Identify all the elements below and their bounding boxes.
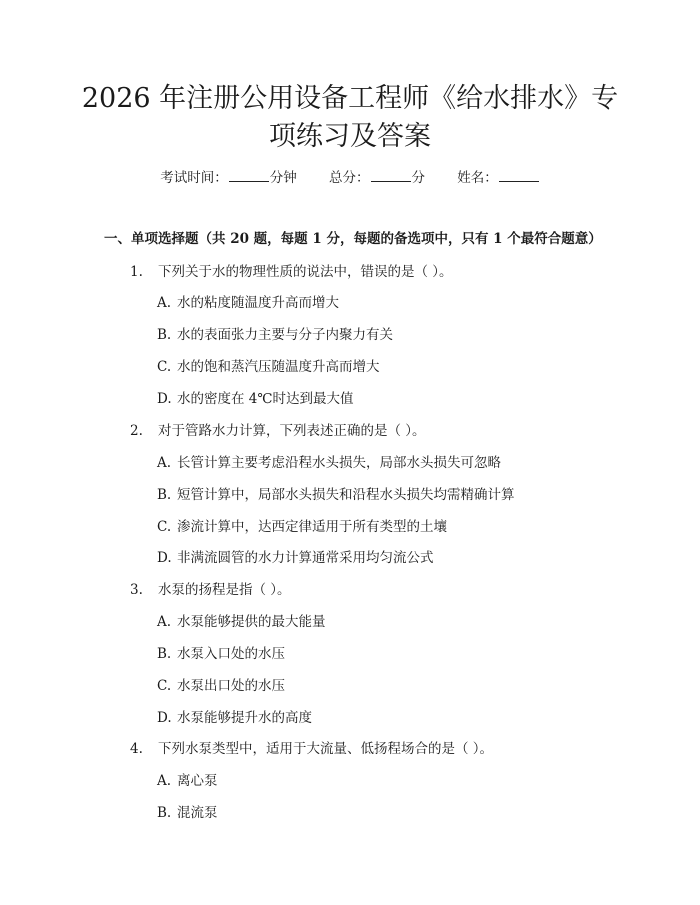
- option-text: 水的饱和蒸汽压随温度升高而增大: [177, 359, 380, 375]
- option-text: 水的密度在 4℃时达到最大值: [177, 391, 354, 407]
- option-letter: C.: [157, 678, 172, 694]
- option-text: 渗流计算中，达西定律适用于所有类型的土壤: [177, 519, 447, 535]
- option-letter: D.: [157, 710, 172, 726]
- exam-time-blank: [229, 169, 269, 182]
- option-letter: C.: [157, 519, 172, 535]
- option-letter: A.: [157, 295, 172, 311]
- section-heading: 一、单项选择题（共 20 题，每题 1 分，每题的备选项中，只有 1 个最符合题意）: [104, 231, 602, 247]
- option-letter: B.: [157, 805, 172, 821]
- question-3: [130, 580, 291, 600]
- option-text: 水泵出口处的水压: [177, 678, 285, 694]
- question-4-option-a: [157, 771, 218, 791]
- option-text: 水泵能够提供的最大能量: [177, 614, 326, 630]
- question-3-option-a: [157, 612, 326, 632]
- option-text: 离心泵: [177, 773, 218, 789]
- option-letter: B.: [157, 646, 172, 662]
- option-text: 混流泵: [177, 805, 218, 821]
- total-score-blank: [371, 169, 411, 182]
- total-score-label: 总分：: [329, 170, 370, 186]
- question-2-option-c: [157, 517, 447, 537]
- option-letter: A.: [157, 614, 172, 630]
- question-1: [130, 262, 453, 282]
- question-number: 1.: [130, 264, 143, 280]
- option-letter: D.: [157, 391, 172, 407]
- question-1-option-d: [157, 389, 353, 409]
- question-4: [130, 739, 493, 759]
- question-2-option-b: [157, 485, 515, 505]
- option-text: 水泵能够提升水的高度: [177, 710, 312, 726]
- question-2-option-a: [157, 453, 501, 473]
- question-3-option-d: [157, 708, 312, 728]
- option-letter: A.: [157, 455, 172, 471]
- name-label: 姓名：: [457, 170, 498, 186]
- name-field: [457, 168, 540, 188]
- option-letter: B.: [157, 327, 172, 343]
- option-letter: B.: [157, 487, 172, 503]
- exam-info-line: [0, 168, 700, 188]
- option-letter: A.: [157, 773, 172, 789]
- option-letter: D.: [157, 550, 172, 566]
- option-text: 长管计算主要考虑沿程水头损失，局部水头损失可忽略: [177, 455, 501, 471]
- option-letter: C.: [157, 359, 172, 375]
- question-4-option-b: [157, 803, 218, 823]
- exam-time-unit: 分钟: [269, 170, 297, 186]
- question-3-option-b: [157, 644, 285, 664]
- option-text: 水的粘度随温度升高而增大: [177, 295, 339, 311]
- question-2-option-d: [157, 548, 434, 568]
- question-1-option-c: [157, 357, 380, 377]
- total-score-unit: 分: [411, 170, 425, 186]
- question-text: 对于管路水力计算，下列表述正确的是（ ）。: [158, 423, 426, 439]
- question-number: 4.: [130, 741, 143, 757]
- question-text: 下列水泵类型中，适用于大流量、低扬程场合的是（ ）。: [158, 741, 494, 757]
- title-line-1: 2026 年注册公用设备工程师《给水排水》专: [81, 83, 619, 114]
- question-1-option-b: [157, 325, 393, 345]
- question-text: 下列关于水的物理性质的说法中，错误的是（ ）。: [158, 264, 453, 280]
- question-number: 3.: [130, 582, 143, 598]
- option-text: 非满流圆管的水力计算通常采用均匀流公式: [177, 550, 434, 566]
- question-text: 水泵的扬程是指（ ）。: [158, 582, 291, 598]
- document-title: [0, 80, 700, 156]
- question-number: 2.: [130, 423, 143, 439]
- option-text: 短管计算中，局部水头损失和沿程水头损失均需精确计算: [177, 487, 515, 503]
- option-text: 水的表面张力主要与分子内聚力有关: [177, 327, 393, 343]
- exam-time-label: 考试时间：: [160, 170, 228, 186]
- question-1-option-a: [157, 293, 339, 313]
- total-score-field: [329, 168, 425, 188]
- option-text: 水泵入口处的水压: [177, 646, 285, 662]
- question-2: [130, 421, 426, 441]
- question-3-option-c: [157, 676, 285, 696]
- exam-time-field: [160, 168, 297, 188]
- name-blank: [499, 169, 539, 182]
- title-line-2: 项练习及答案: [269, 121, 431, 152]
